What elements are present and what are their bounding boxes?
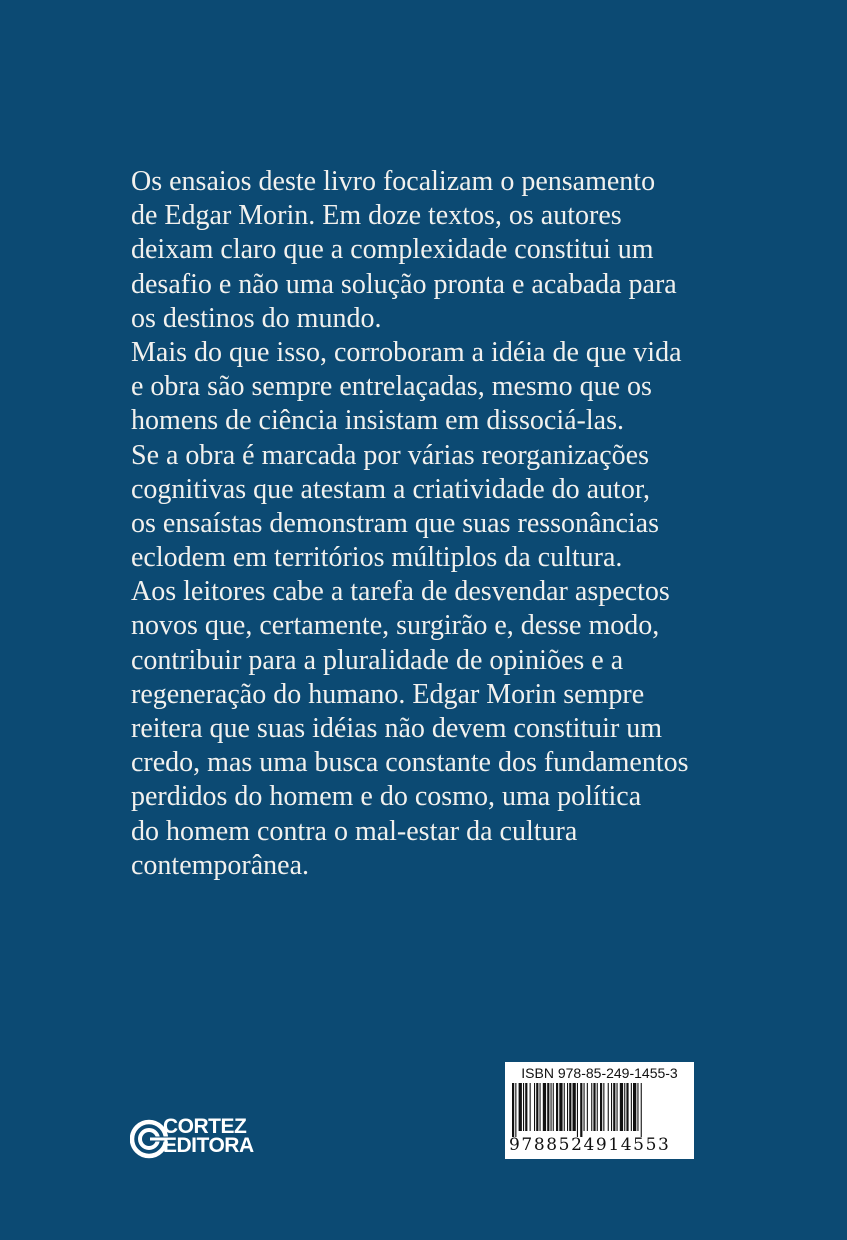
blurb-line: contemporânea. [131,849,310,881]
isbn-barcode [505,1062,694,1159]
blurb-line: eclodem em territórios múltiplos da cultura. [131,542,623,574]
blurb-line: cognitivas que atestam a criatividade do autor, [131,473,651,505]
blurb-line: Se a obra é marcada por várias reorganizações [131,439,649,471]
barcode-bar [591,1083,592,1131]
barcode-bar [584,1083,585,1131]
barcode-bar [624,1083,625,1131]
blurb-line: credo, mas uma busca constante dos fundamentos [131,747,689,779]
isbn-label: ISBN 978-85-249-1455-3 [521,1065,678,1081]
barcode-bar [534,1083,535,1131]
barcode-bar [617,1083,618,1131]
publisher-name-line2: EDITORA [163,1134,254,1157]
barcode-bar [637,1083,638,1131]
blurb-line: regeneração do humano. Edgar Morin sempre [131,678,645,710]
barcode-bar [593,1083,595,1131]
barcode-bar [611,1083,612,1131]
barcode-bar [530,1083,531,1131]
barcode-digits: 9788524914553 [509,1135,671,1155]
blurb-line: Aos leitores cabe a tarefa de desvendar aspectos [131,576,670,608]
barcode-icon [512,1083,690,1137]
barcode-bar [512,1083,514,1137]
blurb-text [131,165,791,883]
barcode-bar [613,1083,615,1131]
barcode-bar [515,1083,516,1137]
publisher-name-line1: CORTEZ [163,1115,247,1138]
barcode-bar [603,1083,604,1131]
barcode-bar [551,1083,552,1131]
barcode-bar [597,1083,598,1131]
blurb-line: os destinos do mundo. [131,302,382,334]
barcode-bar [519,1083,522,1131]
barcode-bar [547,1083,549,1131]
blurb-line: Mais do que isso, corroboram a idéia de que vida [131,336,682,368]
blurb-line: Os ensaios deste livro focalizam o pensamento [131,166,656,197]
barcode-bar [608,1083,609,1131]
barcode-bar [577,1083,578,1137]
barcode-bar [626,1083,628,1131]
barcode-bar [564,1083,565,1131]
barcode-bar [587,1083,588,1131]
barcode-bar [556,1083,558,1131]
blurb-line: reitera que suas idéias não devem constituir um [131,713,663,744]
blurb-line: perdidos do homem e do cosmo, uma política [131,781,642,813]
barcode-bar [543,1083,546,1131]
blurb-line: e obra são sempre entrelaçadas, mesmo que os [131,371,652,403]
barcode-bar [559,1083,562,1131]
barcode-bar [525,1083,527,1131]
barcode-bar [569,1083,571,1131]
blurb-line: novos que, certamente, surgirão e, desse modo, [131,610,660,642]
barcode-bar [567,1083,568,1131]
barcode-bar [573,1083,576,1131]
blurb-line: deixam claro que a complexidade constitui um [131,234,654,266]
blurb-line: de Edgar Morin. Em doze textos, os autores [131,200,622,232]
blurb-line: os ensaístas demonstram que suas ressonâncias [131,507,659,539]
barcode-bar [641,1083,642,1137]
barcode-bar [553,1083,554,1131]
barcode-bar [580,1083,582,1137]
barcode-bar [620,1083,623,1131]
barcode-bar [600,1083,602,1131]
barcode-bar [536,1083,538,1131]
publisher-logo [130,1117,270,1163]
barcode-bar [540,1083,541,1131]
blurb-line: homens de ciência insistam em dissociá-las. [131,405,624,437]
barcode-bar [523,1083,524,1131]
blurb-line: contribuir para a pluralidade de opiniões e a [131,644,624,676]
barcode-bar [631,1083,632,1131]
blurb-line: do homem contra o mal-estar da cultura [131,815,578,847]
blurb-line: desafio e não uma solução pronta e acabada para [131,268,677,300]
publisher-name [163,1117,254,1155]
barcode-bar [633,1083,636,1131]
